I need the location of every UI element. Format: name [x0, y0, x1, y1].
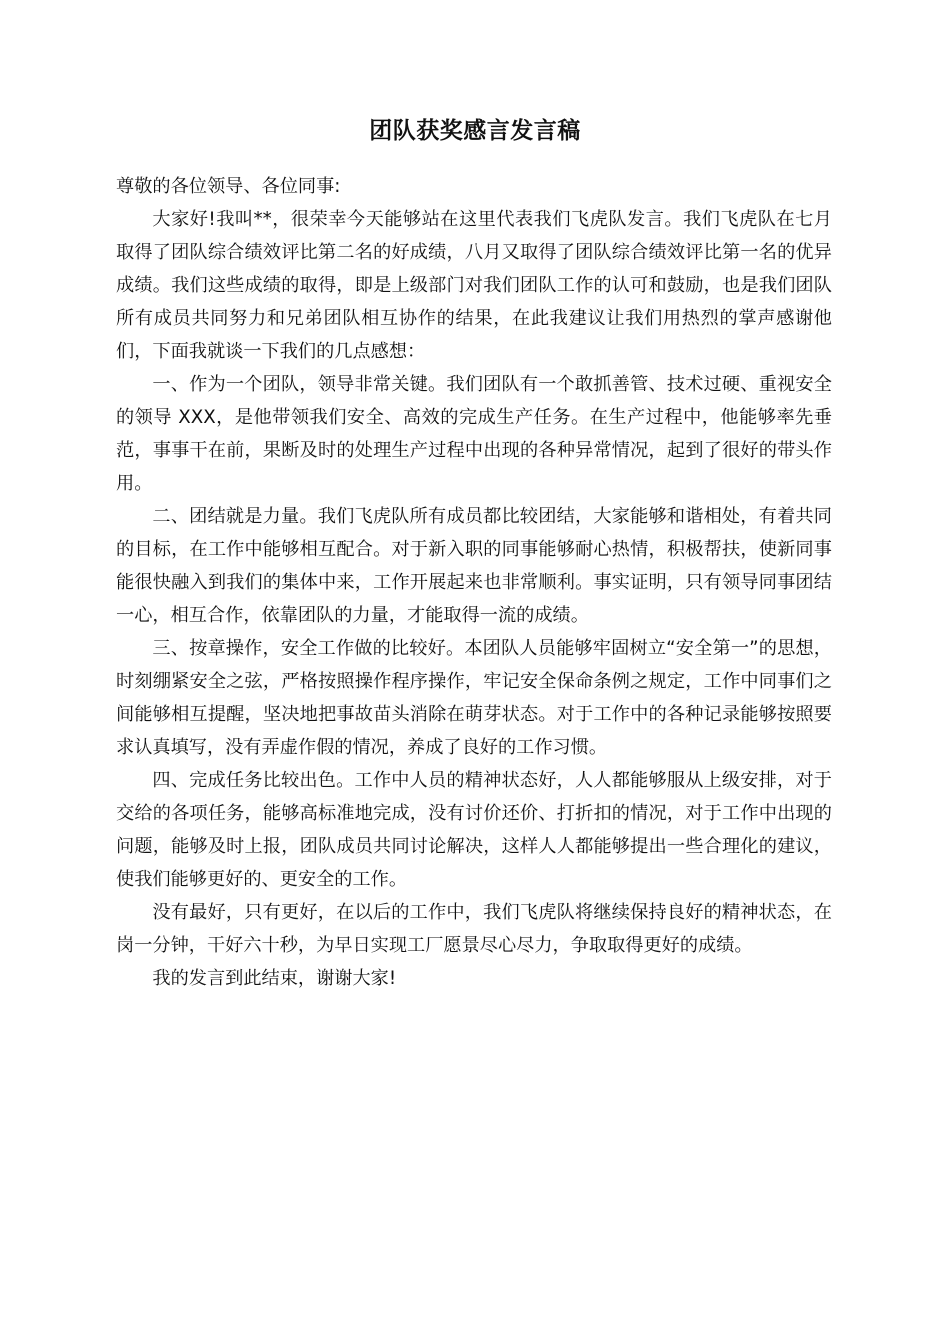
- paragraph-point-2: 二、团结就是力量。我们飞虎队所有成员都比较团结，大家能够和谐相处，有着共同的目标，在工作中能够相互配合。对于新入职的同事能够耐心热情，积极帮扶，使新同事能很快融入到我们的集体中来，工作开展起来也非常顺利。事实证明，只有领导同事团结一心，相互合作，依靠团队的力量，才能取得一流的成绩。: [116, 506, 832, 626]
- document-title: 团队获奖感言发言稿: [369, 118, 581, 144]
- paragraph-closing: 我的发言到此结束，谢谢大家!: [152, 968, 397, 989]
- paragraph-greeting: 大家好!我叫**，很荣幸今天能够站在这里代表我们飞虎队发言。我们飞虎队在七月取得了团队综合绩效评比第二名的好成绩，八月又取得了团队综合绩效评比第一名的优异成绩。我们这些成绩的取得，即是上级部门对我们团队工作的认可和鼓励，也是我们团队所有成员共同努力和兄弟团队相互协作的结果，在此我建议让我们用热烈的掌声感谢他们，下面我就谈一下我们的几点感想：: [116, 209, 832, 362]
- paragraph-point-4: 四、完成任务比较出色。工作中人员的精神状态好，人人都能够服从上级安排，对于交给的各项任务，能够高标准地完成，没有讨价还价、打折扣的情况，对于工作中出现的问题，能够及时上报，团队成员共同讨论解决，这样人人都能够提出一些合理化的建议，使我们能够更好的、更安全的工作。: [116, 770, 832, 890]
- paragraph-outlook: 没有最好，只有更好，在以后的工作中，我们飞虎队将继续保持良好的精神状态，在岗一分钟，干好六十秒，为早日实现工厂愿景尽心尽力，争取取得更好的成绩。: [116, 902, 832, 956]
- document-body: [116, 170, 832, 995]
- paragraph-point-3: 三、按章操作，安全工作做的比较好。本团队人员能够牢固树立“安全第一”的思想，时刻绷紧安全之弦，严格按照操作程序操作，牢记安全保命条例之规定，工作中同事们之间能够相互提醒，坚决地把事故苗头消除在萌芽状态。对于工作中的各种记录能够按照要求认真填写，没有弄虚作假的情况，养成了良好的工作习惯。: [116, 638, 832, 758]
- paragraph-point-1: 一、作为一个团队，领导非常关键。我们团队有一个敢抓善管、技术过硬、重视安全的领导 XXX，是他带领我们安全、高效的完成生产任务。在生产过程中，他能够率先垂范，事事干在前，果断及时的处理生产过程中出现的各种异常情况，起到了很好的带头作用。: [116, 374, 832, 494]
- salutation: 尊敬的各位领导、各位同事:: [116, 176, 341, 197]
